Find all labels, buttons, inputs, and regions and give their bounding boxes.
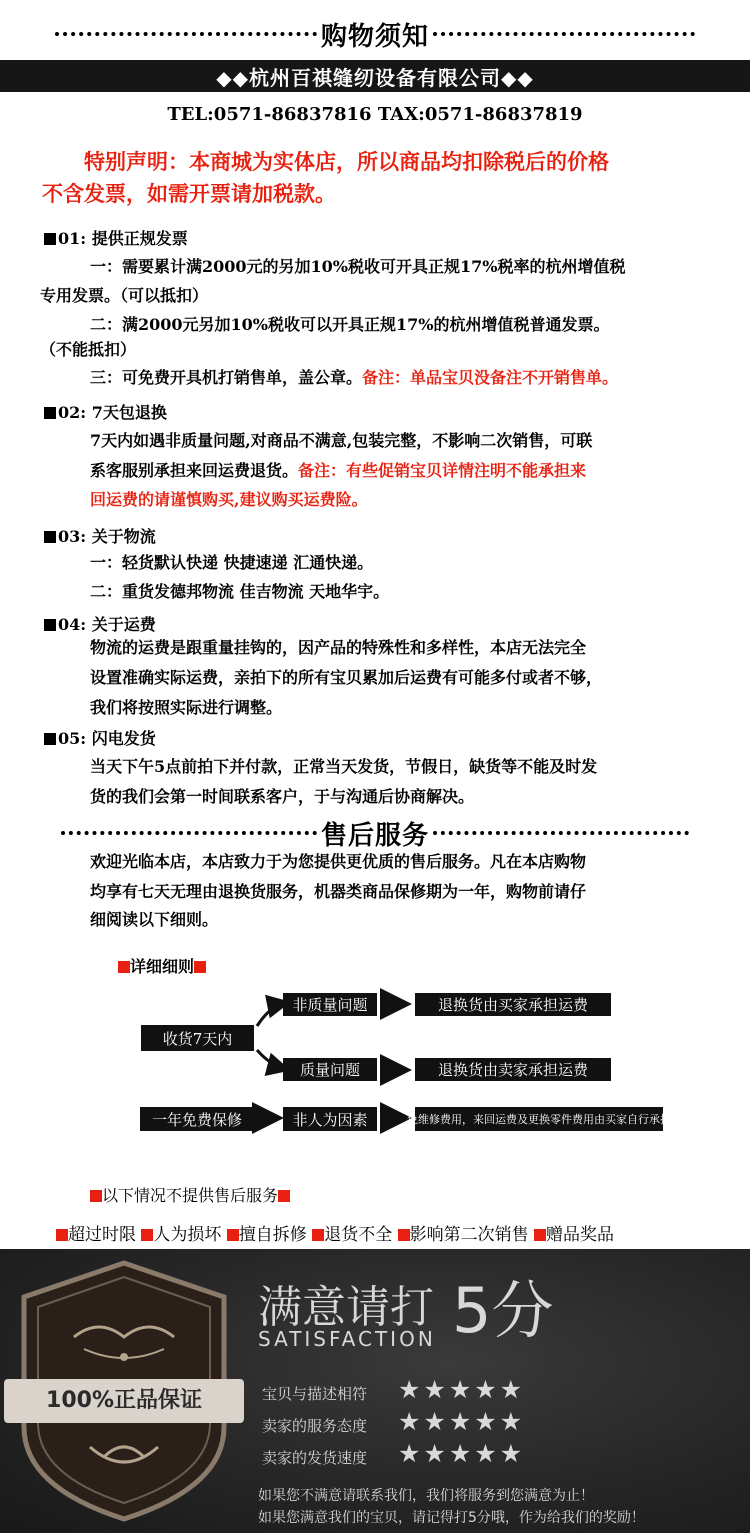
exclusions-list bbox=[56, 1220, 614, 1245]
flow-receive-box: 收货7天内 bbox=[141, 1025, 254, 1051]
rating-stars-description: ★★★★★ bbox=[398, 1375, 526, 1404]
exclusion-item: 影响第二次销售 bbox=[409, 1225, 529, 1245]
exclusion-item: 擅自拆修 bbox=[238, 1225, 307, 1245]
title-dots-right bbox=[433, 831, 689, 835]
red-square-icon bbox=[534, 1229, 546, 1241]
red-square-icon bbox=[398, 1229, 410, 1241]
section-02-line-2-text: 系客服别承担来回运费退货。 bbox=[90, 461, 299, 480]
title-dots-left bbox=[61, 831, 317, 835]
section-02-line-3: 回运费的请谨慎购买,建议购买运费险。 bbox=[90, 490, 368, 509]
after-sales-title-row bbox=[0, 814, 750, 852]
after-sales-title: 售后服务 bbox=[320, 820, 429, 851]
section-03-heading-text: 03: 关于物流 bbox=[58, 527, 156, 546]
exclusion-item: 赠品奖品 bbox=[546, 1225, 615, 1245]
no-service-title bbox=[90, 1183, 290, 1206]
section-04-line-2: 设置准确实际运费，亲拍下的所有宝贝累加后运费有可能多付或者不够， bbox=[90, 668, 603, 687]
rating-label-description: 宝贝与描述相符 bbox=[262, 1385, 368, 1403]
section-02-line-2 bbox=[90, 457, 586, 485]
flow-warranty-box: 一年免费保修 bbox=[140, 1107, 254, 1131]
section-05-heading bbox=[44, 726, 156, 749]
header-title-row bbox=[0, 14, 750, 54]
special-declaration bbox=[42, 146, 609, 210]
flow-non-quality-box: 非质量问题 bbox=[283, 993, 377, 1016]
section-04-line-3: 我们将按照实际进行调整。 bbox=[90, 698, 283, 717]
page-title: 购物须知 bbox=[320, 21, 429, 52]
section-03-heading bbox=[44, 524, 156, 547]
section-01-heading-text: 01: 提供正规发票 bbox=[58, 229, 188, 248]
black-square-icon bbox=[44, 233, 56, 245]
exclusion-item: 超过时限 bbox=[68, 1225, 136, 1245]
declaration-line-1: 特别声明：本商城为实体店，所以商品均扣除税后的价格 bbox=[84, 149, 609, 174]
flow-seller-pays-box: 退换货由卖家承担运费 bbox=[415, 1058, 611, 1081]
section-02-heading-text: 02: 7天包退换 bbox=[58, 403, 167, 422]
black-square-icon bbox=[44, 531, 56, 543]
red-square-icon bbox=[141, 1229, 153, 1241]
rating-stars-service: ★★★★★ bbox=[398, 1407, 526, 1436]
section-05-line-1: 当天下午5点前拍下并付款，正常当天发货，节假日，缺货等不能及时发 bbox=[90, 757, 598, 776]
declaration-line-2: 不含发票，如需开票请加税款。 bbox=[42, 181, 336, 206]
flow-quality-box: 质量问题 bbox=[283, 1058, 377, 1081]
banner-footer-line-2: 如果您满意我们的宝贝，请记得打5分哦，作为给我们的奖励！ bbox=[258, 1510, 645, 1526]
flow-free-repair-box: 免维修费用，来回运费及更换零件费用由买家自行承担 bbox=[415, 1107, 663, 1131]
section-04-heading bbox=[44, 612, 156, 635]
section-01-heading bbox=[44, 226, 188, 249]
red-square-icon bbox=[56, 1229, 68, 1241]
after-sales-line-1: 欢迎光临本店，本店致力于为您提供更优质的售后服务。凡在本店购物 bbox=[90, 852, 587, 871]
section-03-line-1: 一：轻货默认快递 快捷速递 汇通快递。 bbox=[90, 553, 374, 572]
flow-buyer-pays-box: 退换货由买家承担运费 bbox=[415, 993, 611, 1016]
banner-subtitle: SATISFACTION bbox=[258, 1327, 436, 1351]
red-square-icon bbox=[312, 1229, 324, 1241]
title-dots-right bbox=[433, 32, 695, 36]
section-05-line-2: 货的我们会第一时间联系客户，于与沟通后协商解决。 bbox=[90, 787, 475, 806]
authentic-guarantee-badge: 100%正品保证 bbox=[46, 1388, 202, 1413]
satisfaction-banner bbox=[0, 1249, 750, 1533]
section-02-line-1: 7天内如遇非质量问题,对商品不满意,包装完整，不影响二次销售，可联 bbox=[90, 431, 593, 450]
section-01-line-3: 二：满2000元另加10%税收可以开具正规17%的杭州增值税普通发票。 bbox=[90, 315, 610, 334]
title-dots-left bbox=[55, 32, 317, 36]
after-sales-line-2: 均享有七天无理由退换货服务，机器类商品保修期为一年，购物前请仔 bbox=[90, 882, 587, 901]
no-service-title-text: 以下情况不提供售后服务 bbox=[102, 1186, 279, 1205]
section-01-line-2: 专用发票。（可以抵扣） bbox=[40, 286, 209, 305]
section-04-heading-text: 04: 关于运费 bbox=[58, 615, 156, 634]
section-03-line-2: 二：重货发德邦物流 佳吉物流 天地华宇。 bbox=[90, 582, 390, 601]
exclusion-item: 人为损坏 bbox=[153, 1225, 222, 1245]
banner-footer-line-1: 如果您不满意请联系我们，我们将服务到您满意为止！ bbox=[258, 1488, 594, 1504]
section-01-note: 备注：单品宝贝没备注不开销售单。 bbox=[362, 368, 619, 387]
section-02-heading bbox=[44, 400, 167, 423]
rules-title-text: 详细细则 bbox=[130, 957, 195, 976]
section-01-line-5-text: 三：可免费开具机打销售单，盖公章。 bbox=[90, 368, 363, 387]
section-01-line-5 bbox=[90, 364, 618, 392]
red-square-icon bbox=[90, 1190, 102, 1202]
banner-score: 5分 bbox=[452, 1274, 554, 1347]
flow-non-human-box: 非人为因素 bbox=[283, 1107, 377, 1131]
red-square-icon bbox=[227, 1229, 239, 1241]
section-04-line-1: 物流的运费是跟重量挂钩的，因产品的特殊性和多样性，本店无法完全 bbox=[90, 638, 587, 657]
black-square-icon bbox=[44, 407, 56, 419]
section-05-heading-text: 05: 闪电发货 bbox=[58, 729, 156, 748]
black-square-icon bbox=[44, 619, 56, 631]
after-sales-line-3: 细阅读以下细则。 bbox=[90, 910, 219, 929]
rating-label-service: 卖家的服务态度 bbox=[262, 1417, 368, 1435]
red-square-icon bbox=[278, 1190, 290, 1202]
black-square-icon bbox=[44, 733, 56, 745]
contact-info: TEL:0571-86837816 TAX:0571-86837819 bbox=[167, 104, 583, 125]
section-01-line-1: 一：需要累计满2000元的另加10%税收可开具正规17%税率的杭州增值税 bbox=[90, 257, 626, 276]
company-name-bar: ◆◆杭州百祺缝纫设备有限公司◆◆ bbox=[0, 60, 750, 92]
rating-label-shipping: 卖家的发货速度 bbox=[262, 1449, 368, 1467]
section-01-line-4: （不能抵扣） bbox=[40, 340, 137, 359]
section-02-note: 备注：有些促销宝贝详情注明不能承担来 bbox=[298, 461, 587, 480]
banner-title: 满意请打 bbox=[258, 1282, 434, 1333]
rating-stars-shipping: ★★★★★ bbox=[398, 1439, 526, 1468]
exclusion-item: 退货不全 bbox=[324, 1225, 393, 1245]
